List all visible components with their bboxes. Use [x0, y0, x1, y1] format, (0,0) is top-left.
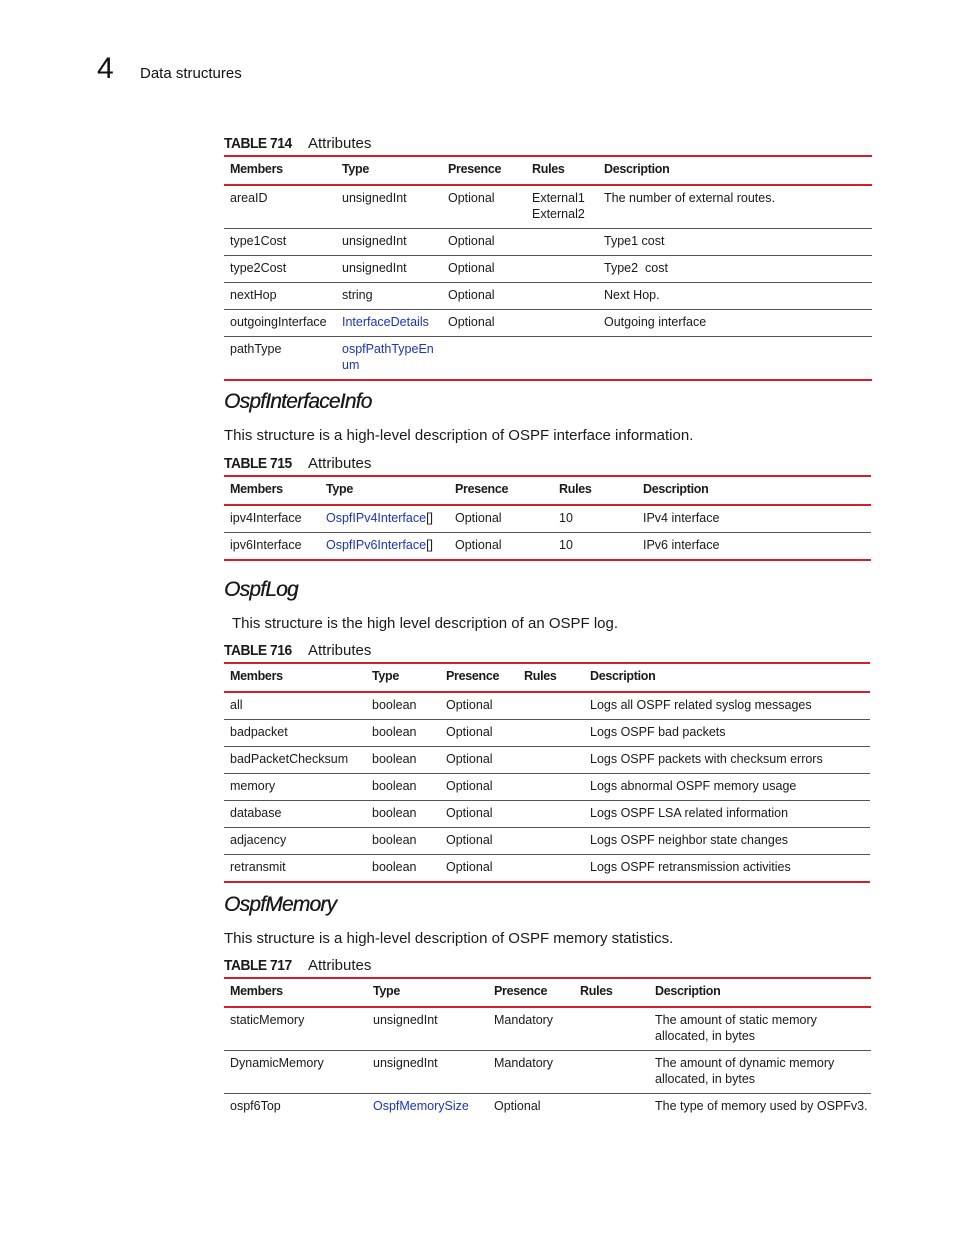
presence-cell: Optional [494, 1099, 541, 1113]
type-cell: unsignedInt [342, 261, 407, 275]
table-label: TABLE 715 [224, 455, 292, 472]
type-cell: unsignedInt [373, 1013, 438, 1027]
column-header: Type [326, 482, 354, 496]
type-link[interactable]: InterfaceDetails [342, 315, 429, 329]
table-row [224, 720, 870, 747]
member-cell: DynamicMemory [230, 1056, 324, 1070]
presence-cell [442, 337, 526, 381]
table-caption [224, 135, 872, 153]
column-header: Members [230, 984, 283, 998]
chapter-title: Data structures [140, 65, 242, 82]
member-cell: ipv6Interface [230, 538, 302, 552]
rules-cell [518, 747, 584, 774]
member-cell: adjacency [230, 833, 287, 847]
description-cell: Logs all OSPF related syslog messages [590, 698, 812, 712]
table-row [224, 855, 870, 883]
presence-cell: Optional [446, 833, 493, 847]
type-cell: boolean [372, 752, 417, 766]
section-title: OspfMemory [224, 893, 337, 916]
presence-cell: Optional [448, 234, 495, 248]
table-caption [224, 957, 871, 975]
rules-cell [574, 1051, 649, 1094]
column-header: Presence [494, 984, 548, 998]
column-header: Type [342, 162, 370, 176]
type-cell: unsignedInt [342, 234, 407, 248]
rules-cell [518, 828, 584, 855]
table-caption [224, 642, 870, 660]
rules-cell [574, 1007, 649, 1051]
table-row [224, 505, 871, 533]
rules-cell [574, 1094, 649, 1121]
description-cell: Logs OSPF retransmission activities [590, 860, 791, 874]
section-title: OspfInterfaceInfo [224, 390, 372, 413]
column-header: Members [230, 482, 283, 496]
table-717-block [224, 957, 871, 1120]
member-cell: nextHop [230, 288, 277, 302]
presence-cell: Optional [446, 806, 493, 820]
description-cell: The amount of dynamic memory allocated, in bytes [655, 1056, 835, 1086]
section-ospf-log [224, 578, 618, 634]
table-header-row [224, 156, 872, 185]
rules-cell [526, 310, 598, 337]
table-label: TABLE 716 [224, 642, 292, 659]
type-link[interactable]: OspfMemorySize [373, 1099, 469, 1113]
column-header: Rules [532, 162, 565, 176]
description-cell: Logs OSPF bad packets [590, 725, 726, 739]
table-row [224, 1007, 871, 1051]
member-cell: ospf6Top [230, 1099, 281, 1113]
presence-cell: Optional [448, 288, 495, 302]
type-cell [320, 505, 449, 533]
type-link[interactable]: OspfIPv6Interface [326, 538, 427, 552]
table-row [224, 533, 871, 561]
type-link[interactable]: OspfIPv4Interface [326, 511, 427, 525]
presence-cell: Optional [446, 752, 493, 766]
rules-cell [526, 337, 598, 381]
member-cell: badPacketChecksum [230, 752, 349, 766]
member-cell: memory [230, 779, 276, 793]
member-cell: ipv4Interface [230, 511, 302, 525]
section-ospf-interface-info [224, 390, 693, 446]
column-header: Type [372, 669, 400, 683]
rules-cell: External1 External2 [532, 191, 585, 221]
member-cell: pathType [230, 342, 282, 356]
member-cell: retransmit [230, 860, 286, 874]
description-cell: IPv4 interface [643, 511, 720, 525]
table-caption-text: Attributes [308, 455, 372, 472]
column-header: Rules [524, 669, 557, 683]
member-cell: areaID [230, 191, 268, 205]
section-ospf-memory [224, 893, 673, 949]
table-header-row [224, 978, 871, 1007]
type-cell: string [342, 288, 373, 302]
presence-cell: Optional [446, 860, 493, 874]
rules-cell [526, 229, 598, 256]
table-716 [224, 662, 870, 883]
type-cell: boolean [372, 806, 417, 820]
description-cell: The type of memory used by OSPFv3. [655, 1099, 868, 1113]
column-header: Description [643, 482, 709, 496]
column-header: Type [373, 984, 401, 998]
array-suffix: [] [426, 538, 434, 552]
table-row [224, 747, 870, 774]
member-cell: all [230, 698, 243, 712]
table-row [224, 229, 872, 256]
rules-cell [518, 720, 584, 747]
table-row [224, 283, 872, 310]
description-cell: Logs OSPF packets with checksum errors [590, 752, 823, 766]
description-cell: The number of external routes. [604, 191, 775, 205]
column-header: Description [655, 984, 721, 998]
column-header: Presence [455, 482, 509, 496]
type-link[interactable]: ospfPathTypeEn um [342, 342, 434, 372]
presence-cell: Mandatory [494, 1013, 554, 1027]
table-717 [224, 977, 871, 1120]
table-caption-text: Attributes [308, 957, 372, 974]
presence-cell: Optional [446, 779, 493, 793]
presence-cell: Optional [446, 698, 493, 712]
rules-cell: 10 [559, 538, 573, 552]
column-header: Presence [448, 162, 502, 176]
presence-cell: Optional [448, 261, 495, 275]
type-cell: boolean [372, 779, 417, 793]
section-intro: This structure is a high-level description of OSPF interface information. [224, 427, 694, 444]
table-row [224, 774, 870, 801]
type-cell: unsignedInt [342, 191, 407, 205]
chapter-number: 4 [97, 52, 114, 85]
section-title: OspfLog [224, 578, 298, 601]
presence-cell: Optional [455, 538, 502, 552]
table-header-row [224, 476, 871, 505]
description-cell: Next Hop. [604, 288, 660, 302]
table-row [224, 310, 872, 337]
table-label: TABLE 714 [224, 135, 292, 152]
array-suffix: [] [426, 511, 434, 525]
description-cell: Type1 cost [604, 234, 665, 248]
column-header: Description [604, 162, 670, 176]
member-cell: staticMemory [230, 1013, 305, 1027]
table-row [224, 1051, 871, 1094]
member-cell: outgoingInterface [230, 315, 327, 329]
member-cell: badpacket [230, 725, 288, 739]
presence-cell: Optional [446, 725, 493, 739]
description-cell: Type2 cost [604, 261, 668, 275]
column-header: Members [230, 162, 283, 176]
column-header: Rules [559, 482, 592, 496]
rules-cell [518, 774, 584, 801]
member-cell: type2Cost [230, 261, 287, 275]
type-cell [320, 533, 449, 561]
table-714-block [224, 135, 872, 381]
type-cell: boolean [372, 860, 417, 874]
table-716-block [224, 642, 870, 883]
rules-cell [526, 256, 598, 283]
description-cell: The amount of static memory allocated, in bytes [655, 1013, 817, 1043]
column-header: Rules [580, 984, 613, 998]
section-intro: This structure is the high level description of an OSPF log. [232, 615, 619, 632]
table-715 [224, 475, 871, 561]
presence-cell: Optional [448, 191, 495, 205]
type-cell: boolean [372, 833, 417, 847]
table-caption-text: Attributes [308, 642, 372, 659]
table-714 [224, 155, 872, 381]
table-row [224, 692, 870, 720]
table-label: TABLE 717 [224, 957, 292, 974]
description-cell: IPv6 interface [643, 538, 720, 552]
table-row [224, 1094, 871, 1121]
section-intro: This structure is a high-level description of OSPF memory statistics. [224, 930, 674, 947]
member-cell: type1Cost [230, 234, 287, 248]
member-cell: database [230, 806, 282, 820]
column-header: Members [230, 669, 283, 683]
presence-cell: Optional [455, 511, 502, 525]
description-cell: Logs abnormal OSPF memory usage [590, 779, 797, 793]
type-cell: boolean [372, 725, 417, 739]
table-row [224, 185, 872, 229]
rules-cell [518, 855, 584, 883]
table-caption-text: Attributes [308, 135, 372, 152]
description-cell [598, 337, 872, 381]
rules-cell [526, 283, 598, 310]
presence-cell: Optional [448, 315, 495, 329]
rules-cell [518, 801, 584, 828]
description-cell: Logs OSPF LSA related information [590, 806, 789, 820]
description-cell: Logs OSPF neighbor state changes [590, 833, 789, 847]
table-row [224, 337, 872, 381]
type-cell: boolean [372, 698, 417, 712]
table-row [224, 801, 870, 828]
presence-cell: Mandatory [494, 1056, 554, 1070]
rules-cell: 10 [559, 511, 573, 525]
table-header-row [224, 663, 870, 692]
column-header: Description [590, 669, 656, 683]
table-row [224, 828, 870, 855]
description-cell: Outgoing interface [604, 315, 707, 329]
column-header: Presence [446, 669, 500, 683]
table-caption [224, 455, 871, 473]
table-row [224, 256, 872, 283]
rules-cell [518, 692, 584, 720]
type-cell: unsignedInt [373, 1056, 438, 1070]
table-715-block [224, 455, 871, 561]
